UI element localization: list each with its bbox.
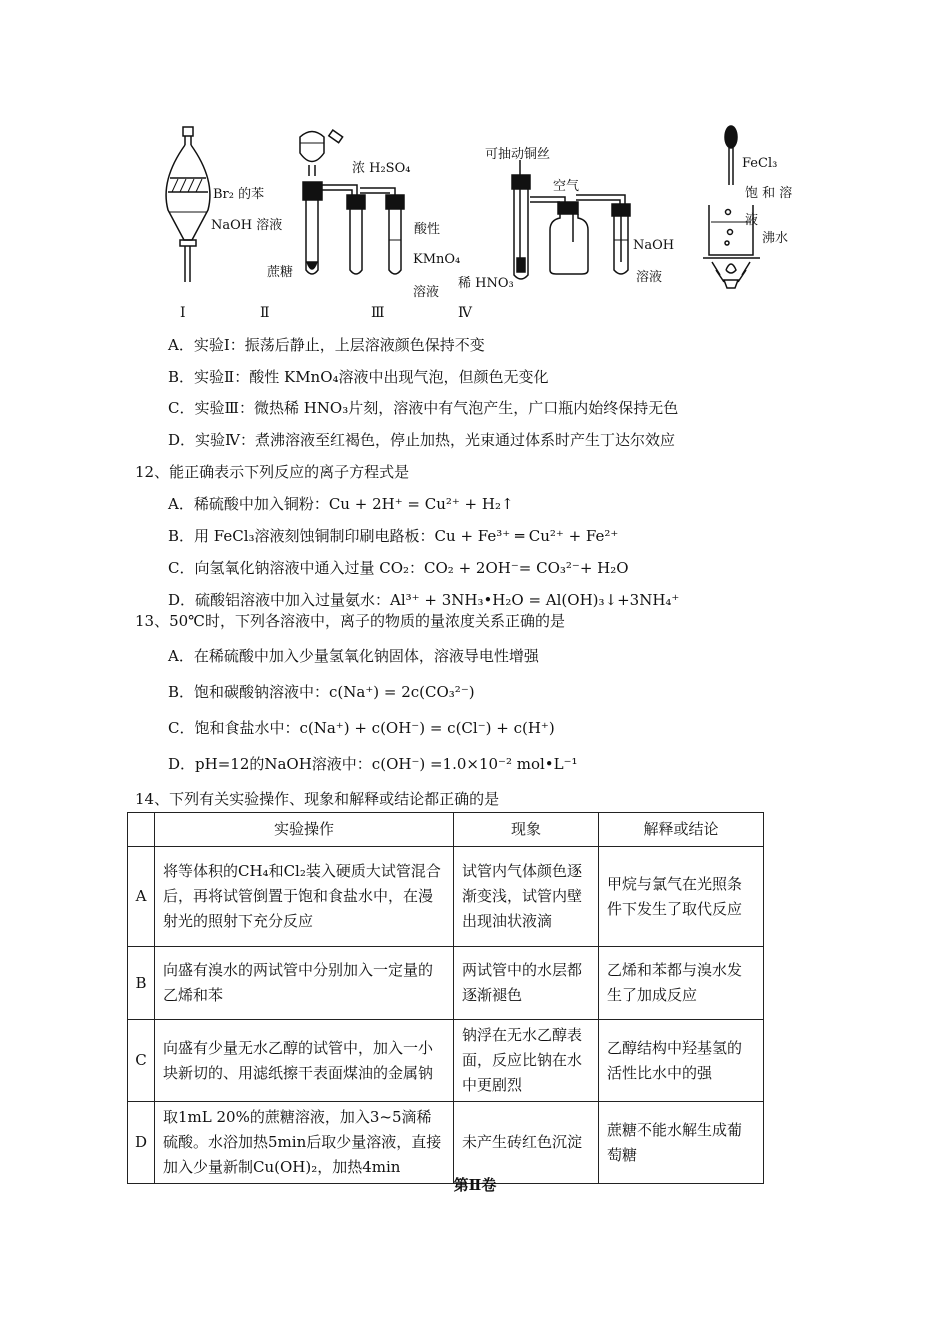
q13-stem: 13、50℃时，下列各溶液中，离子的物质的量浓度关系正确的是 bbox=[135, 612, 565, 630]
label-solution: 溶液 bbox=[413, 285, 440, 300]
header-phenomenon: 现象 bbox=[454, 813, 599, 847]
header-blank bbox=[128, 813, 155, 847]
q11-option-a: A．实验Ⅰ：振荡后静止，上层溶液颜色保持不变 bbox=[168, 336, 485, 354]
copper-hno3-apparatus bbox=[512, 160, 630, 279]
row-conclusion: 蔗糖不能水解生成葡萄糖 bbox=[599, 1102, 764, 1184]
q12-option-d: D．硫酸铝溶液中加入过量氨水：Al³⁺ + 3NH₃•H₂O = Al(OH)₃↓+3NH₄⁺ bbox=[168, 591, 680, 609]
numeral-1: Ⅰ bbox=[180, 305, 186, 321]
q12-option-b: B．用 FeCl₃溶液刻蚀铜制印刷电路板：Cu + Fe³⁺ ═ Cu²⁺ + Fe²⁺ bbox=[168, 527, 619, 545]
label-solution-2: 溶液 bbox=[636, 270, 663, 285]
row-key: A bbox=[128, 847, 155, 947]
row-key: C bbox=[128, 1020, 155, 1102]
q13-option-a: A．在稀硫酸中加入少量氢氧化钠固体，溶液导电性增强 bbox=[168, 647, 539, 665]
row-operation: 向盛有溴水的两试管中分别加入一定量的乙烯和苯 bbox=[155, 947, 454, 1020]
table-row bbox=[128, 1102, 764, 1184]
label-naoh: NaOH bbox=[633, 238, 675, 253]
row-operation: 将等体积的CH₄和Cl₂装入硬质大试管混合后，再将试管倒置于饱和食盐水中，在漫射光的照射下充分反应 bbox=[155, 847, 454, 947]
label-conc-h2so4: 浓 H₂SO₄ bbox=[352, 161, 411, 176]
row-phenomenon: 未产生砖红色沉淀 bbox=[454, 1102, 599, 1184]
q12-stem: 12、能正确表示下列反应的离子方程式是 bbox=[135, 463, 410, 481]
label-fecl3: FeCl₃ bbox=[742, 156, 778, 171]
table-row bbox=[128, 1020, 764, 1102]
numeral-3: Ⅲ bbox=[371, 305, 385, 321]
row-conclusion: 乙醇结构中羟基氢的活性比水中的强 bbox=[599, 1020, 764, 1102]
q11-option-b: B．实验Ⅱ：酸性 KMnO₄溶液中出现气泡，但颜色无变化 bbox=[168, 368, 549, 386]
numeral-4: Ⅳ bbox=[458, 305, 472, 321]
row-operation: 取1mL 20%的蔗糖溶液，加入3~5滴稀硫酸。水浴加热5min后取少量溶液，直接加入少量新制Cu(OH)₂，加热4min bbox=[155, 1102, 454, 1184]
header-conclusion: 解释或结论 bbox=[599, 813, 764, 847]
label-air: 空气 bbox=[553, 179, 580, 194]
q14-stem: 14、下列有关实验操作、现象和解释或结论都正确的是 bbox=[135, 790, 500, 808]
label-dilute-hno3: 稀 HNO₃ bbox=[458, 276, 514, 291]
table-row bbox=[128, 947, 764, 1020]
table-row bbox=[128, 847, 764, 947]
row-phenomenon: 两试管中的水层都逐渐褪色 bbox=[454, 947, 599, 1020]
colloid-apparatus bbox=[703, 126, 760, 288]
q13-option-b: B．饱和碳酸钠溶液中：c(Na⁺) = 2c(CO₃²⁻) bbox=[168, 683, 475, 701]
row-phenomenon: 钠浮在无水乙醇表面，反应比钠在水中更剧烈 bbox=[454, 1020, 599, 1102]
separatory-funnel bbox=[166, 127, 210, 282]
row-operation: 向盛有少量无水乙醇的试管中，加入一小块新切的、用滤纸擦干表面煤油的金属钠 bbox=[155, 1020, 454, 1102]
label-br2-benzene: Br₂ 的苯 bbox=[213, 187, 265, 202]
row-conclusion: 甲烷与氯气在光照条件下发生了取代反应 bbox=[599, 847, 764, 947]
label-boiling-water: 沸水 bbox=[762, 231, 789, 246]
q13-option-d: D．pH=12的NaOH溶液中：c(OH⁻) =1.0×10⁻² mol•L⁻¹ bbox=[168, 755, 578, 773]
label-naoh-solution: NaOH 溶液 bbox=[211, 218, 283, 233]
q11-option-d: D．实验Ⅳ：煮沸溶液至红褐色，停止加热，光束通过体系时产生丁达尔效应 bbox=[168, 431, 676, 449]
q12-option-c: C．向氢氧化钠溶液中通入过量 CO₂：CO₂ + 2OH⁻= CO₃²⁻+ H₂O bbox=[168, 559, 629, 577]
row-key: D bbox=[128, 1102, 155, 1184]
header-operation: 实验操作 bbox=[155, 813, 454, 847]
label-copper-wire: 可抽动铜丝 bbox=[485, 147, 551, 162]
row-phenomenon: 试管内气体颜色逐渐变浅，试管内壁出现油状液滴 bbox=[454, 847, 599, 947]
row-conclusion: 乙烯和苯都与溴水发生了加成反应 bbox=[599, 947, 764, 1020]
label-acidic: 酸性 bbox=[414, 222, 441, 237]
label-sucrose: 蔗糖 bbox=[267, 265, 294, 280]
q11-option-c: C．实验Ⅲ：微热稀 HNO₃片刻，溶液中有气泡产生，广口瓶内始终保持无色 bbox=[168, 399, 679, 417]
q13-option-c: C．饱和食盐水中：c(Na⁺) + c(OH⁻) = c(Cl⁻) + c(H⁺) bbox=[168, 719, 555, 737]
q12-option-a: A．稀硫酸中加入铜粉：Cu + 2H⁺ = Cu²⁺ + H₂↑ bbox=[168, 495, 514, 513]
label-kmno4: KMnO₄ bbox=[413, 252, 461, 267]
q14-table bbox=[127, 812, 764, 1184]
label-saturated: 饱 和 溶 bbox=[745, 186, 793, 201]
sucrose-tube-apparatus bbox=[300, 130, 404, 274]
table-header-row bbox=[128, 813, 764, 847]
row-key: B bbox=[128, 947, 155, 1020]
label-liquid: 液 bbox=[745, 213, 759, 228]
numeral-2: Ⅱ bbox=[260, 305, 270, 321]
section-title: 第Ⅱ卷 bbox=[453, 1176, 497, 1194]
